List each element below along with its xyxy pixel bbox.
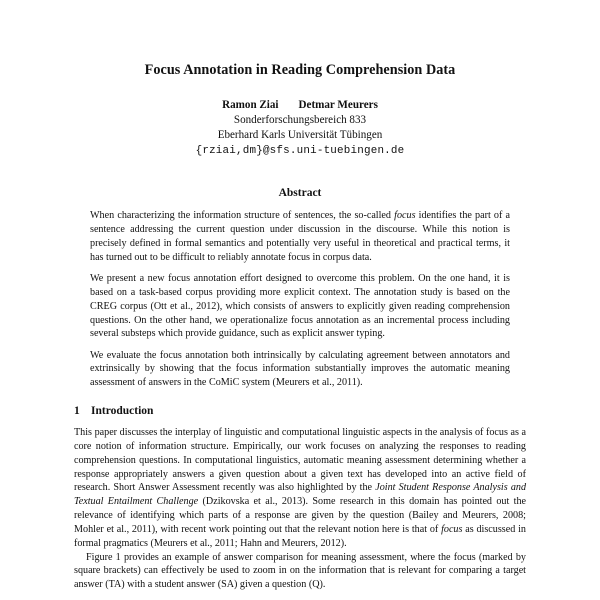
- emphasis-challenge-name: Joint Student Response Analysis and Textual Entailment Challenge: [74, 482, 527, 508]
- author-email: {rziai,dm}@sfs.uni-tuebingen.de: [195, 144, 405, 157]
- paper-title: Focus Annotation in Reading Comprehension Data: [144, 62, 456, 78]
- abstract-paragraph-3: We evaluate the focus annotation both intrinsically by calculating agreement between annotators and extrinsically by showing that the focus information substantially improves the automatic meaning assessment of answers in the CoMiC system (Meurers et al., 2011).: [90, 349, 510, 389]
- author-1: Ramon Ziai: [222, 99, 279, 111]
- intro-paragraph-2: Figure 1 provides an example of answer comparison for meaning assessment, where the focus (marked by square brackets) can effectively be used to zoom in on the information that is relevant for comparing a target answer (TA) with a student answer (SA) given a question (Q).: [74, 551, 526, 591]
- author-block: [0, 98, 600, 159]
- intro-paragraph-1: This paper discusses the interplay of linguistic and computational linguistic aspects in the analysis of focus as a core notion of information structure. Empirically, our work focuses on analyzing the responses to reading comprehension questions. In computational linguistics, automatic meaning assessment determining whether a response appropriately answers a given question about a given text has developed into an active field of research. Short Answer Assessment recently was also highlighted by the Joint Student Response Analysis and Textual Entailment Challenge (Dzikovska et al., 2013). Some research in this domain has pointed out the relevance of identifying which parts of a response are given by the question (Bailey and Meurers, 2008; Mohler et al., 2011), with recent work pointing out that the relevant notion here is that of focus as discussed in formal pragmatics (Meurers et al., 2011; Hahn and Meurers, 2012).: [74, 427, 527, 549]
- affiliation-line-1: Sonderforschungsbereich 833: [233, 114, 367, 127]
- abstract-heading: Abstract: [278, 187, 322, 199]
- introduction-body: [74, 426, 526, 592]
- section-title: Introduction: [91, 405, 154, 417]
- author-2: Detmar Meurers: [298, 99, 378, 111]
- affiliation-line-2: Eberhard Karls Universität Tübingen: [217, 129, 383, 142]
- abstract-body: [90, 209, 510, 397]
- author-names: [0, 98, 600, 113]
- emphasis-focus: focus: [394, 210, 416, 221]
- section-number: 1: [74, 405, 80, 417]
- section-heading-introduction: [74, 405, 153, 417]
- abstract-paragraph-1: When characterizing the information structure of sentences, the so-called focus identifies the part of a sentence addressing the current question under discussion in the discourse. While this notion is precisely defined in formal semantics and potentially very useful in theoretical and practical terms, it has turned out to be difficult to reliably annotate focus in corpus data.: [90, 210, 511, 263]
- abstract-paragraph-2: We present a new focus annotation effort designed to overcome this problem. On the one hand, it is based on a task-based corpus providing more explicit context. The annotation study is based on the CREG corpus (Ott et al., 2012), which consists of answers to explicitly given reading comprehension questions. On the other hand, we operationalize focus annotation as an incremental process including several substeps which provide guidance, such as explicit answer typing.: [90, 272, 510, 340]
- emphasis-focus: focus: [441, 523, 463, 535]
